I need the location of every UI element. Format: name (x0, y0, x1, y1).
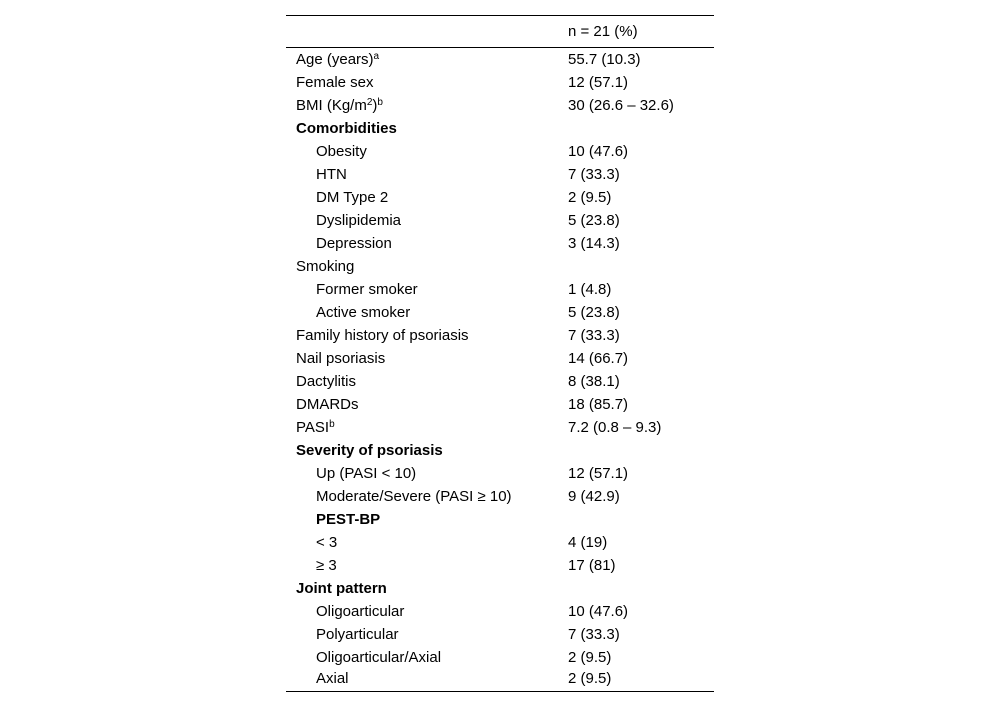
table-row (286, 347, 714, 370)
row-value: 7.2 (0.8 – 9.3) (568, 418, 662, 436)
row-label: Female sex (296, 73, 374, 91)
row-value: 3 (14.3) (568, 234, 620, 252)
row-value: 55.7 (10.3) (568, 50, 641, 68)
table-row (286, 163, 714, 186)
row-label: ≥ 3 (316, 556, 337, 574)
row-label: Former smoker (316, 280, 418, 298)
row-label: Obesity (316, 142, 367, 160)
row-value (568, 117, 714, 140)
table-row (286, 669, 714, 692)
row-label: Up (PASI < 10) (316, 464, 417, 482)
row-value: 10 (47.6) (568, 602, 629, 620)
row-label: DM Type 2 (316, 188, 389, 206)
row-label: Moderate/Severe (PASI ≥ 10) (316, 487, 512, 505)
footnote-marker: b (329, 418, 335, 430)
row-label: DMARDs (296, 395, 359, 413)
row-label: Family history of psoriasis (296, 326, 469, 344)
row-value: 2 (9.5) (568, 669, 612, 687)
table-row (286, 531, 714, 554)
table-row (286, 393, 714, 416)
row-label: Depression (316, 234, 392, 252)
header-label-cell (286, 16, 568, 48)
row-value: 4 (19) (568, 533, 608, 551)
row-label: HTN (316, 165, 347, 183)
row-value: 8 (38.1) (568, 372, 620, 390)
row-value: 7 (33.3) (568, 165, 620, 183)
row-label: Dyslipidemia (316, 211, 402, 229)
row-value: 18 (85.7) (568, 395, 629, 413)
table-row (286, 462, 714, 485)
table-row (286, 370, 714, 393)
table-row (286, 140, 714, 163)
table-row (286, 623, 714, 646)
table-row (286, 554, 714, 577)
table-row (286, 278, 714, 301)
row-label: Dactylitis (296, 372, 357, 390)
row-label-text: PASI (296, 418, 330, 436)
row-value: 12 (57.1) (568, 73, 629, 91)
row-value: 12 (57.1) (568, 464, 629, 482)
header-value-cell: n = 21 (%) (568, 23, 638, 40)
table-row (286, 255, 714, 278)
row-value: 5 (23.8) (568, 303, 620, 321)
section-heading: PEST-BP (316, 510, 381, 528)
header-row (286, 16, 714, 48)
row-value: 10 (47.6) (568, 142, 629, 160)
section-heading: Severity of psoriasis (296, 441, 443, 459)
row-value: 7 (33.3) (568, 625, 620, 643)
table-body (286, 48, 714, 692)
row-value: 14 (66.7) (568, 349, 629, 367)
superscript-exponent: 2 (366, 96, 373, 108)
table-row (286, 94, 714, 117)
table-row (286, 301, 714, 324)
row-value (568, 508, 714, 531)
section-heading: Comorbidities (296, 119, 397, 137)
table-row (286, 209, 714, 232)
table-row (286, 71, 714, 94)
row-label (286, 94, 568, 117)
section-row (286, 577, 714, 600)
table-row (286, 600, 714, 623)
footnote-marker: a (373, 50, 380, 62)
table-row (286, 232, 714, 255)
section-row (286, 508, 714, 531)
table-row (286, 48, 714, 71)
row-value: 1 (4.8) (568, 280, 612, 298)
row-label (286, 48, 568, 71)
section-heading: Joint pattern (296, 579, 387, 597)
row-value: 30 (26.6 – 32.6) (568, 96, 674, 114)
row-label-text: BMI (Kg/m (296, 96, 367, 114)
table-row (286, 186, 714, 209)
section-row (286, 117, 714, 140)
row-value (568, 255, 714, 278)
table-header (286, 16, 714, 48)
row-label: Nail psoriasis (296, 349, 386, 367)
row-label: Polyarticular (316, 625, 399, 643)
row-value: 2 (9.5) (568, 188, 612, 206)
row-value (568, 577, 714, 600)
row-label-close: ) (372, 96, 378, 114)
table-row (286, 416, 714, 439)
row-label: Smoking (296, 257, 355, 275)
row-value: 9 (42.9) (568, 487, 620, 505)
table-row (286, 485, 714, 508)
row-label: Axial (316, 669, 349, 687)
row-value (568, 439, 714, 462)
baseline-characteristics-table-container (286, 15, 714, 692)
row-value: 5 (23.8) (568, 211, 620, 229)
row-value: 2 (9.5) (568, 648, 612, 666)
baseline-characteristics-table (286, 15, 714, 692)
table-row (286, 324, 714, 347)
row-value: 17 (81) (568, 556, 616, 574)
row-label: Oligoarticular/Axial (316, 648, 442, 666)
row-label: Oligoarticular (316, 602, 405, 620)
row-value: 7 (33.3) (568, 326, 620, 344)
footnote-marker: b (377, 96, 383, 108)
table-row (286, 646, 714, 669)
row-label (286, 416, 568, 439)
row-label: Active smoker (316, 303, 411, 321)
section-row (286, 439, 714, 462)
row-label: < 3 (316, 533, 338, 551)
row-label-text: Age (years) (296, 50, 374, 68)
